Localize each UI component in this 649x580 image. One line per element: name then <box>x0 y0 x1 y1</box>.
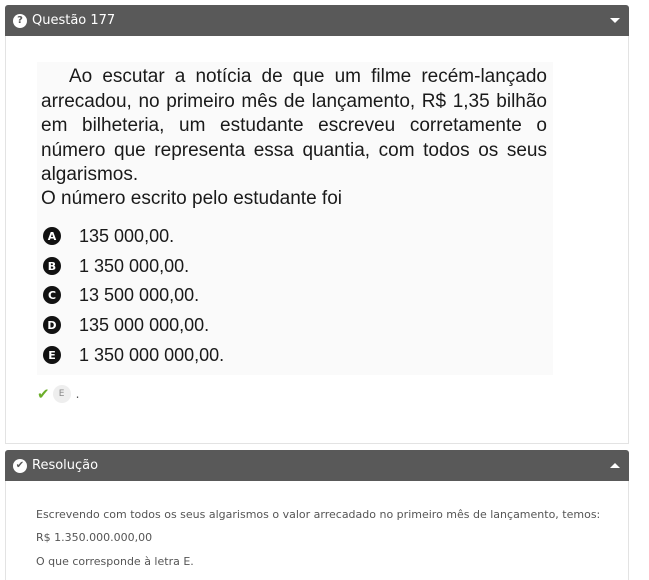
alternative-letter-badge: B <box>43 257 61 275</box>
alternative-a <box>43 223 174 249</box>
question-prompt: O número escrito pelo estudante foi <box>41 188 343 209</box>
alternative-b <box>43 253 189 279</box>
answer-letter-badge: E <box>53 385 71 403</box>
resolution-panel-header[interactable] <box>5 450 629 481</box>
alternative-d <box>43 312 209 338</box>
alternative-e <box>43 342 224 368</box>
answer-indicator <box>37 384 79 404</box>
resolution-line: O que corresponde à letra E. <box>36 555 194 568</box>
resolution-line: Escrevendo com todos os seus algarismos o valor arrecadado no primeiro mês de lançamento, temos: <box>36 508 601 521</box>
question-panel-header[interactable] <box>5 5 629 36</box>
chevron-up-icon[interactable] <box>610 463 620 468</box>
check-circle-icon: ✔ <box>13 459 27 473</box>
alternative-text: 1 350 000,00. <box>79 255 190 276</box>
resolution-line: R$ 1.350.000.000,00 <box>36 531 153 544</box>
question-mark-icon: ? <box>13 14 27 28</box>
resolution-title: Resolução <box>32 458 99 473</box>
question-image <box>37 62 553 375</box>
question-title: Questão 177 <box>32 13 116 28</box>
checkmark-icon: ✔ <box>37 385 50 403</box>
alternative-text: 135 000 000,00. <box>79 314 210 335</box>
alternative-letter-badge: A <box>43 227 61 245</box>
chevron-down-icon[interactable] <box>610 18 620 23</box>
alternative-letter-badge: C <box>43 286 61 304</box>
alternative-text: 1 350 000 000,00. <box>79 344 225 365</box>
alternative-c <box>43 282 199 308</box>
alternative-letter-badge: E <box>43 346 61 364</box>
answer-suffix: . <box>75 387 80 401</box>
question-text: Ao escutar a notícia de que um filme recém-lançado arrecadou, no primeiro mês de lançamento, R$ 1,35 bilhão em bilheteria, um estudante escreveu corretamente o número que representa essa quantia, com todos os seus algarismos. <box>41 66 547 185</box>
alternative-text: 135 000,00. <box>79 225 175 246</box>
alternative-letter-badge: D <box>43 316 61 334</box>
alternative-text: 13 500 000,00. <box>79 284 200 305</box>
